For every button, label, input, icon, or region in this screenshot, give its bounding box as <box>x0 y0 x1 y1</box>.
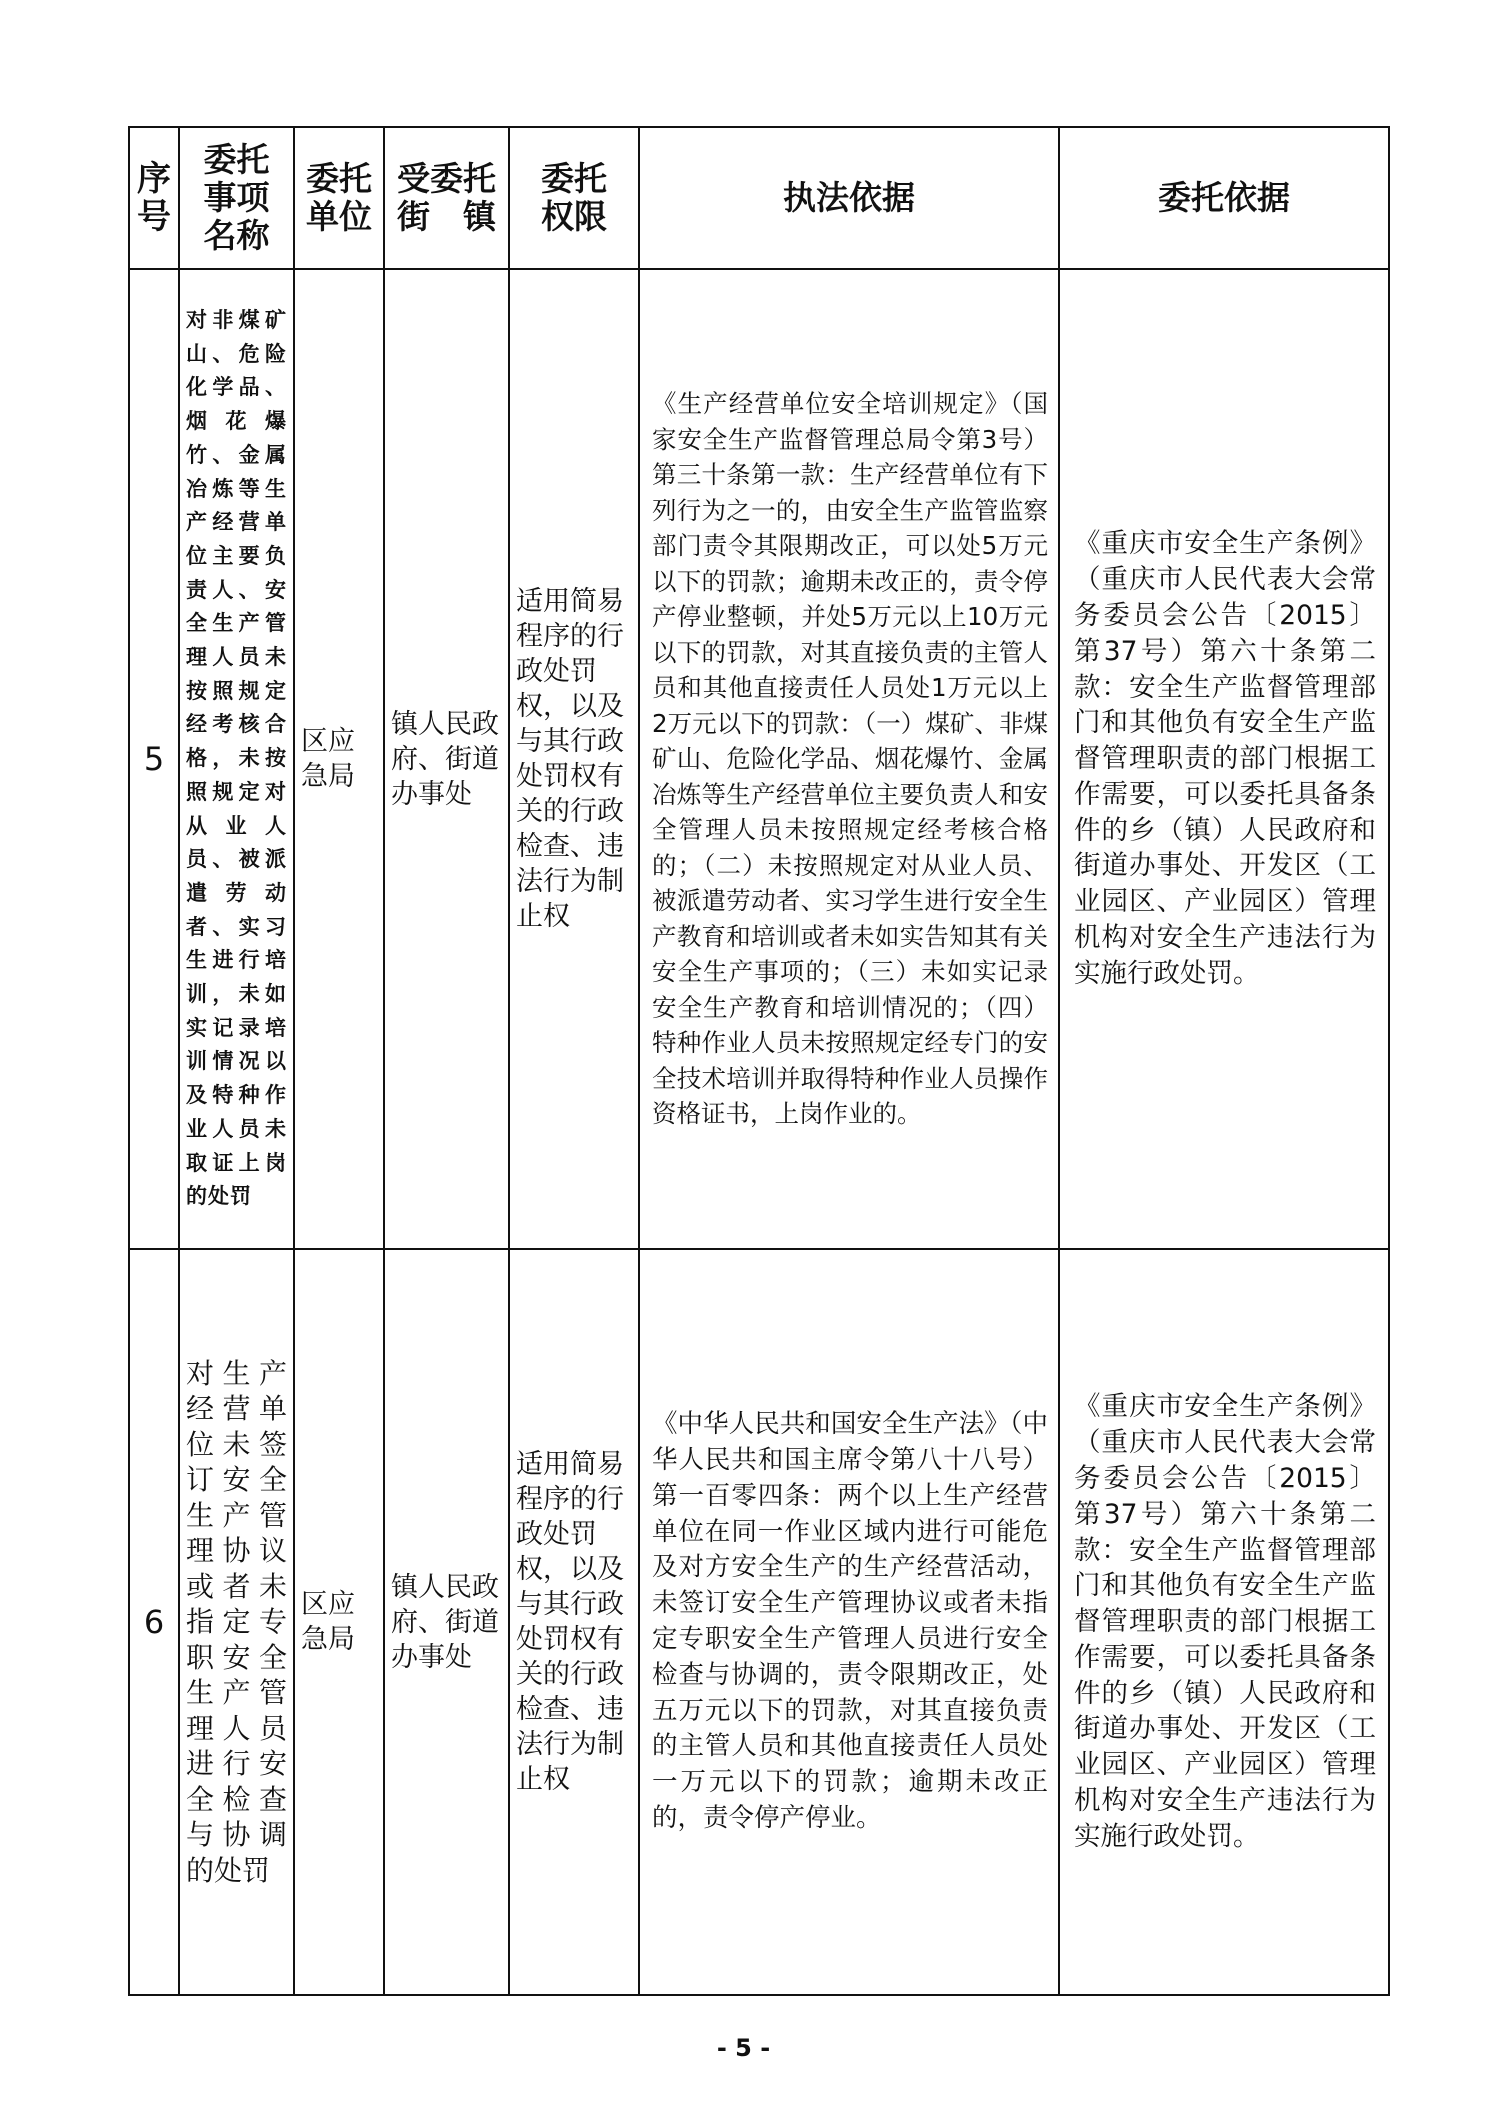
row-law-basis: 《生产经营单位安全培训规定》（国家安全生产监督管理总局令第3号）第三十条第一款：生产经营单位有下列行为之一的，由安全生产监管监察部门责令其限期改正，可以处5万元以下的罚款；逾期未改正的，责令停产停业整顿，并处5万元以上10万元以下的罚款，对其直接负责的主管人员和其他直接责任人员处1万元以上2万元以下的罚款：（一）煤矿、非煤矿山、危险化学品、烟花爆竹、金属冶炼等生产经营单位主要负责人和安全管理人员未按照规定经考核合格的；（二）未按照规定对从业人员、被派遣劳动者、实习学生进行安全生产教育和培训或者未如实告知其有关安全生产事项的；（三）未如实记录安全生产教育和培训情况的；（四）特种作业人员未按照规定经专门的安全技术培训并取得特种作业人员操作资格证书，上岗作业的。 <box>639 269 1059 1249</box>
header-unit: 委托 单位 <box>294 127 384 269</box>
row-entrust-basis: 《重庆市安全生产条例》（重庆市人民代表大会常务委员会公告〔2015〕第37号）第六十条第二款：安全生产监督管理部门和其他负有安全生产监督管理职责的部门根据工作需要，可以委托具备条件的乡（镇）人民政府和街道办事处、开发区（工业园区、产业园区）管理机构对安全生产违法行为实施行政处罚。 <box>1059 1249 1389 1995</box>
row-entrust-basis: 《重庆市安全生产条例》（重庆市人民代表大会常务委员会公告〔2015〕第37号）第六十条第二款：安全生产监督管理部门和其他负有安全生产监督管理职责的部门根据工作需要，可以委托具备条件的乡（镇）人民政府和街道办事处、开发区（工业园区、产业园区）管理机构对安全生产违法行为实施行政处罚。 <box>1059 269 1389 1249</box>
header-name: 委托 事项 名称 <box>179 127 294 269</box>
row-town: 镇人民政府、街道办事处 <box>384 1249 509 1995</box>
table-row <box>129 1249 1389 1995</box>
header-authority: 委托 权限 <box>509 127 639 269</box>
header-entrust-basis: 委托依据 <box>1059 127 1389 269</box>
row-authority: 适用简易程序的行政处罚权，以及与其行政处罚权有关的行政检查、违法行为制止权 <box>509 1249 639 1995</box>
delegation-table <box>128 126 1390 1996</box>
header-town: 受委托 街 镇 <box>384 127 509 269</box>
header-basis: 执法依据 <box>639 127 1059 269</box>
row-law-basis: 《中华人民共和国安全生产法》（中华人民共和国主席令第八十八号）第一百零四条：两个以上生产经营单位在同一作业区域内进行可能危及对方安全生产的生产经营活动，未签订安全生产管理协议或者未指定专职安全生产管理人员进行安全检查与协调的，责令限期改正，处五万元以下的罚款，对其直接负责的主管人员和其他直接责任人员处一万元以下的罚款；逾期未改正的，责令停产停业。 <box>639 1249 1059 1995</box>
page-number: - 5 - <box>716 2034 771 2062</box>
table-header-row <box>129 127 1389 269</box>
row-unit: 区应急局 <box>294 1249 384 1995</box>
row-seq: 5 <box>129 269 179 1249</box>
header-seq: 序 号 <box>129 127 179 269</box>
row-authority: 适用简易程序的行政处罚权，以及与其行政处罚权有关的行政检查、违法行为制止权 <box>509 269 639 1249</box>
row-seq: 6 <box>129 1249 179 1995</box>
row-unit: 区应急局 <box>294 269 384 1249</box>
table-row <box>129 269 1389 1249</box>
row-town: 镇人民政府、街道办事处 <box>384 269 509 1249</box>
row-item-name: 对生产经营单位未签订安全生产管理协议或者未指定专职安全生产管理人员进行安全检查与协调的处罚 <box>179 1249 294 1995</box>
row-item-name: 对非煤矿山、危险化学品、烟花爆竹、金属冶炼等生产经营单位主要负责人、安全生产管理人员未按照规定经考核合格，未按照规定对从业人员、被派遣劳动者、实习生进行培训，未如实记录培训情况以及特种作业人员未取证上岗的处罚 <box>179 269 294 1249</box>
